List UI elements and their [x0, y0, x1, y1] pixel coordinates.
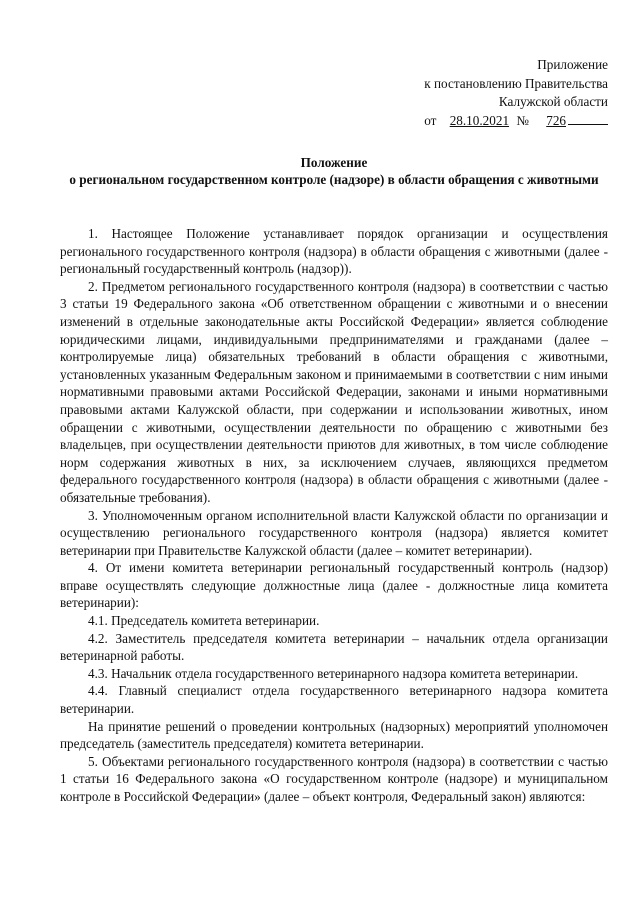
- paragraph-5: 5. Объектами регионального государственного контроля (надзора) в соответствии с частью 1 статьи 16 Федерального закона «О государственном контроле (надзоре) и муниципальном контроле в Российской Федерации» (далее – объект контроля, Федеральный закон) являются:: [60, 753, 608, 804]
- paragraph-4-3: 4.3. Начальник отдела государственного ветеринарного надзора комитета ветеринарии.: [88, 665, 579, 681]
- paragraph-4-4: 4.4. Главный специалист отдела государственного ветеринарного надзора комитета ветеринарии.: [60, 683, 608, 717]
- number-underline: [568, 112, 608, 125]
- appendix-label: Приложение: [537, 57, 608, 72]
- paragraph-3: 3. Уполномоченным органом исполнительной власти Калужской области по организации и осуществлению регионального государственного контроля (надзора) является комитет ветеринарии при Правительстве Калужской области (далее – комитет ветеринарии).: [60, 507, 608, 558]
- appendix-header: [348, 56, 608, 130]
- paragraph-decision: На принятие решений о проведении контрольных (надзорных) мероприятий уполномочен председатель (заместитель председателя) комитета ветеринарии.: [60, 718, 608, 752]
- number-sign: №: [516, 112, 529, 128]
- appendix-date-number: [348, 112, 608, 131]
- paragraph-4-2: 4.2. Заместитель председателя комитета ветеринарии – начальник отдела организации ветеринарной работы.: [60, 630, 608, 664]
- appendix-region: Калужской области: [498, 94, 608, 109]
- paragraph-2: 2. Предметом регионального государственного контроля (надзора) в соответствии с частью 3 статьи 19 Федерального закона «Об ответственном обращении с животными и о внесении изменений в отдельные законодательные акты Российской Федерации» является соблюдение юридическими лицами, индивидуальными предпринимателями и гражданами (далее – контролируемые лица) обязательных требований в области обращения с животными, установленных указанным Федеральным законом и принимаемыми в соответствии с ним иными нормативными правовыми актами Российской Федерации, законами и иными нормативными правовыми актами Калужской области, при содержании и использовании животных, ином обращении с животными, осуществлении деятельности по обращению с животными без владельцев, при осуществлении деятельности приютов для животных, в том числе соблюдение норм содержания животных в них, за исключением случаев, являющихся предметом федерального государственного контроля (надзора) в области обращения с животными (далее - обязательные требования).: [60, 278, 608, 505]
- document-title: [60, 154, 608, 188]
- paragraph-4: 4. От имени комитета ветеринарии региональный государственный контроль (надзор) вправе осуществлять следующие должностные лица (далее - должностные лица комитета ветеринарии):: [60, 560, 608, 611]
- appendix-resolution: к постановлению Правительства: [424, 75, 608, 91]
- resolution-number: 726: [546, 112, 566, 128]
- paragraph-1: 1. Настоящее Положение устанавливает порядок организации и осуществления регионального государственного контроля (надзора) в области обращения с животными (далее - региональный государственный контроль (надзор)).: [60, 226, 608, 277]
- resolution-date: 28.10.2021: [449, 112, 510, 128]
- title-heading: Положение: [300, 155, 368, 170]
- paragraph-4-1: 4.1. Председатель комитета ветеринарии.: [88, 613, 320, 629]
- document-body: [60, 225, 608, 806]
- date-prefix: от: [424, 112, 437, 128]
- title-subject: о региональном государственном контроле (надзоре) в области обращения с животными: [69, 172, 599, 187]
